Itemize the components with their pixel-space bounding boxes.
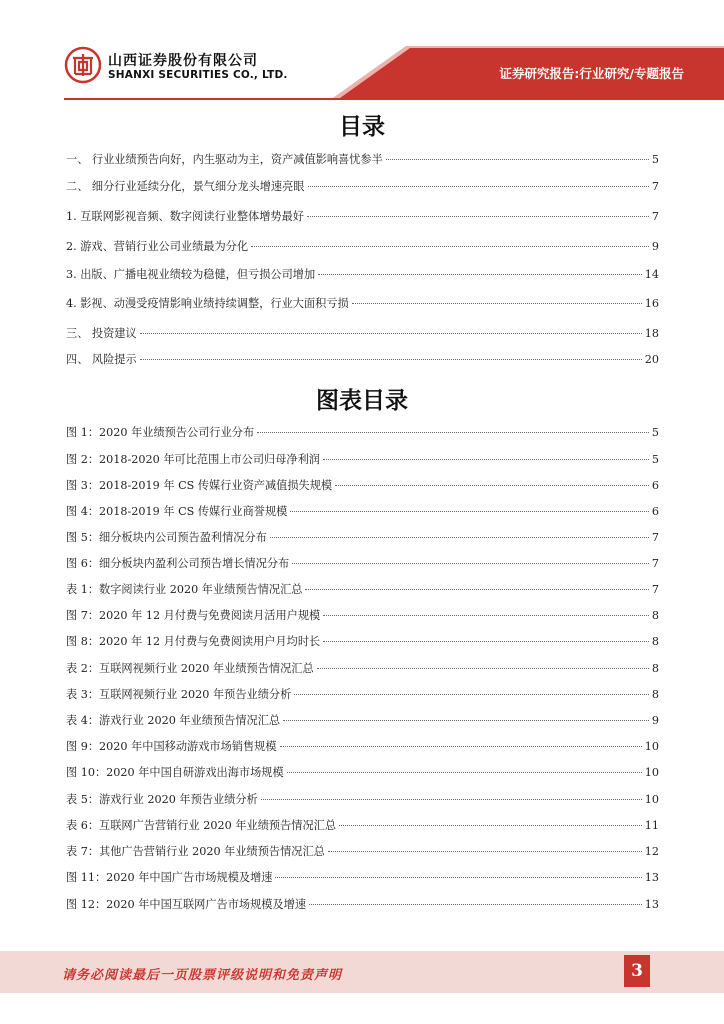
entry-page: 7 — [651, 557, 659, 570]
company-name-cn: 山西证券股份有限公司 — [108, 53, 258, 69]
dot-leader — [257, 432, 649, 433]
entry-text: 二、 细分行业延续分化，景气细分龙头增速亮眼 — [66, 180, 305, 193]
entry-page: 7 — [651, 180, 659, 193]
entry-text: 图 9：2020 年中国移动游戏市场销售规模 — [66, 740, 277, 753]
entry-page: 8 — [651, 662, 659, 675]
entry-page: 13 — [644, 898, 659, 911]
dot-leader — [292, 563, 649, 564]
dot-leader — [283, 720, 649, 721]
figure-entry[interactable] — [66, 817, 659, 835]
entry-page: 14 — [644, 268, 659, 281]
toc-entry[interactable] — [66, 295, 659, 313]
page-header — [0, 0, 724, 100]
entry-text: 三、 投资建议 — [66, 327, 137, 340]
entry-text: 图 2：2018-2020 年可比范围上市公司归母净利润 — [66, 453, 320, 466]
dot-leader — [290, 511, 649, 512]
entry-text: 3. 出版、广播电视业绩较为稳健，但亏损公司增加 — [66, 268, 316, 281]
dot-leader — [323, 615, 649, 616]
dot-leader — [251, 246, 649, 247]
entry-text: 图 12：2020 年中国互联网广告市场规模及增速 — [66, 898, 307, 911]
toc-entry[interactable] — [66, 325, 659, 343]
toc-entry[interactable] — [66, 208, 659, 226]
dot-leader — [305, 589, 648, 590]
dot-leader — [280, 746, 642, 747]
dot-leader — [307, 216, 649, 217]
dot-leader — [261, 799, 642, 800]
dot-leader — [309, 904, 642, 905]
figure-entry[interactable] — [66, 660, 659, 678]
dot-leader — [339, 825, 642, 826]
figure-entry[interactable] — [66, 896, 659, 914]
figure-entry[interactable] — [66, 451, 659, 469]
figure-entry[interactable] — [66, 424, 659, 442]
entry-page: 6 — [651, 479, 659, 492]
company-logo — [64, 46, 102, 88]
entry-page: 7 — [651, 583, 659, 596]
entry-page: 9 — [651, 714, 659, 727]
entry-text: 图 3：2018-2019 年 CS 传媒行业资产减值损失规模 — [66, 479, 333, 492]
page-number: 3 — [624, 955, 650, 987]
entry-text: 图 6：细分板块内盈利公司预告增长情况分布 — [66, 557, 290, 570]
entry-text: 1. 互联网影视音频、数字阅读行业整体增势最好 — [66, 210, 304, 223]
header-divider — [64, 98, 724, 100]
dot-leader — [318, 274, 642, 275]
dot-leader — [140, 359, 642, 360]
entry-page: 10 — [644, 766, 659, 779]
entry-text: 表 2：互联网视频行业 2020 年业绩预告情况汇总 — [66, 662, 314, 675]
entry-page: 18 — [644, 327, 659, 340]
entry-page: 5 — [651, 453, 659, 466]
figure-entry[interactable] — [66, 764, 659, 782]
entry-page: 8 — [651, 688, 659, 701]
dot-leader — [270, 537, 649, 538]
dot-leader — [352, 303, 642, 304]
dot-leader — [323, 641, 649, 642]
dot-leader — [323, 459, 649, 460]
entry-text: 表 6：互联网广告营销行业 2020 年业绩预告情况汇总 — [66, 819, 337, 832]
toc-title: 目录 — [339, 114, 385, 140]
figure-entry[interactable] — [66, 843, 659, 861]
dot-leader — [335, 485, 649, 486]
entry-page: 5 — [651, 426, 659, 439]
entry-text: 表 1：数字阅读行业 2020 年业绩预告情况汇总 — [66, 583, 303, 596]
dot-leader — [140, 333, 642, 334]
entry-text: 4. 影视、动漫受疫情影响业绩持续调整，行业大面积亏损 — [66, 297, 349, 310]
entry-text: 图 8：2020 年 12 月付费与免费阅读用户月均时长 — [66, 635, 321, 648]
dot-leader — [287, 772, 642, 773]
entry-text: 图 10：2020 年中国自研游戏出海市场规模 — [66, 766, 284, 779]
entry-text: 图 11：2020 年中国广告市场规模及增速 — [66, 871, 273, 884]
figures-title: 图表目录 — [316, 388, 408, 414]
figure-entry[interactable] — [66, 503, 659, 521]
figure-entry[interactable] — [66, 791, 659, 809]
figure-entry[interactable] — [66, 686, 659, 704]
entry-page: 11 — [644, 819, 659, 832]
dot-leader — [308, 186, 649, 187]
logo-emblem-icon — [64, 46, 102, 84]
toc-entry[interactable] — [66, 238, 659, 256]
dot-leader — [294, 694, 649, 695]
toc-entry[interactable] — [66, 151, 659, 169]
figure-entry[interactable] — [66, 869, 659, 887]
entry-page: 8 — [651, 635, 659, 648]
entry-page: 6 — [651, 505, 659, 518]
entry-page: 8 — [651, 609, 659, 622]
entry-text: 2. 游戏、营销行业公司业绩最为分化 — [66, 240, 249, 253]
entry-page: 9 — [651, 240, 659, 253]
entry-page: 10 — [644, 740, 659, 753]
entry-page: 5 — [651, 153, 659, 166]
dot-leader — [317, 668, 649, 669]
entry-page: 7 — [651, 210, 659, 223]
entry-page: 12 — [644, 845, 659, 858]
figure-entry[interactable] — [66, 633, 659, 651]
figure-entry[interactable] — [66, 555, 659, 573]
entry-text: 图 1：2020 年业绩预告公司行业分布 — [66, 426, 255, 439]
entry-text: 表 3：互联网视频行业 2020 年预告业绩分析 — [66, 688, 292, 701]
entry-text: 一、 行业业绩预告向好，内生驱动为主，资产减值影响喜忧参半 — [66, 153, 383, 166]
dot-leader — [386, 159, 649, 160]
figure-entry[interactable] — [66, 607, 659, 625]
entry-text: 表 5：游戏行业 2020 年预告业绩分析 — [66, 793, 258, 806]
figure-entry[interactable] — [66, 477, 659, 495]
toc-entry[interactable] — [66, 266, 659, 284]
figure-entry[interactable] — [66, 581, 659, 599]
toc-entry[interactable] — [66, 351, 659, 369]
entry-text: 表 7：其他广告营销行业 2020 年业绩预告情况汇总 — [66, 845, 325, 858]
entry-text: 四、 风险提示 — [66, 353, 137, 366]
entry-text: 图 7：2020 年 12 月付费与免费阅读月活用户规模 — [66, 609, 321, 622]
entry-page: 16 — [644, 297, 659, 310]
entry-text: 表 4：游戏行业 2020 年业绩预告情况汇总 — [66, 714, 281, 727]
entry-page: 7 — [651, 531, 659, 544]
entry-text: 图 4：2018-2019 年 CS 传媒行业商誉规模 — [66, 505, 288, 518]
entry-text: 图 5：细分板块内公司预告盈利情况分布 — [66, 531, 267, 544]
figure-entry[interactable] — [66, 738, 659, 756]
dot-leader — [328, 851, 642, 852]
entry-page: 13 — [644, 871, 659, 884]
figure-entry[interactable] — [66, 529, 659, 547]
entry-page: 20 — [644, 353, 659, 366]
company-name-en: SHANXI SECURITIES CO., LTD. — [108, 69, 288, 81]
dot-leader — [275, 877, 641, 878]
figure-entry[interactable] — [66, 712, 659, 730]
footer-disclaimer: 请务必阅读最后一页股票评级说明和免责声明 — [62, 968, 343, 983]
toc-entry[interactable] — [66, 178, 659, 196]
entry-page: 10 — [644, 793, 659, 806]
report-type: 证券研究报告:行业研究/专题报告 — [499, 66, 684, 81]
